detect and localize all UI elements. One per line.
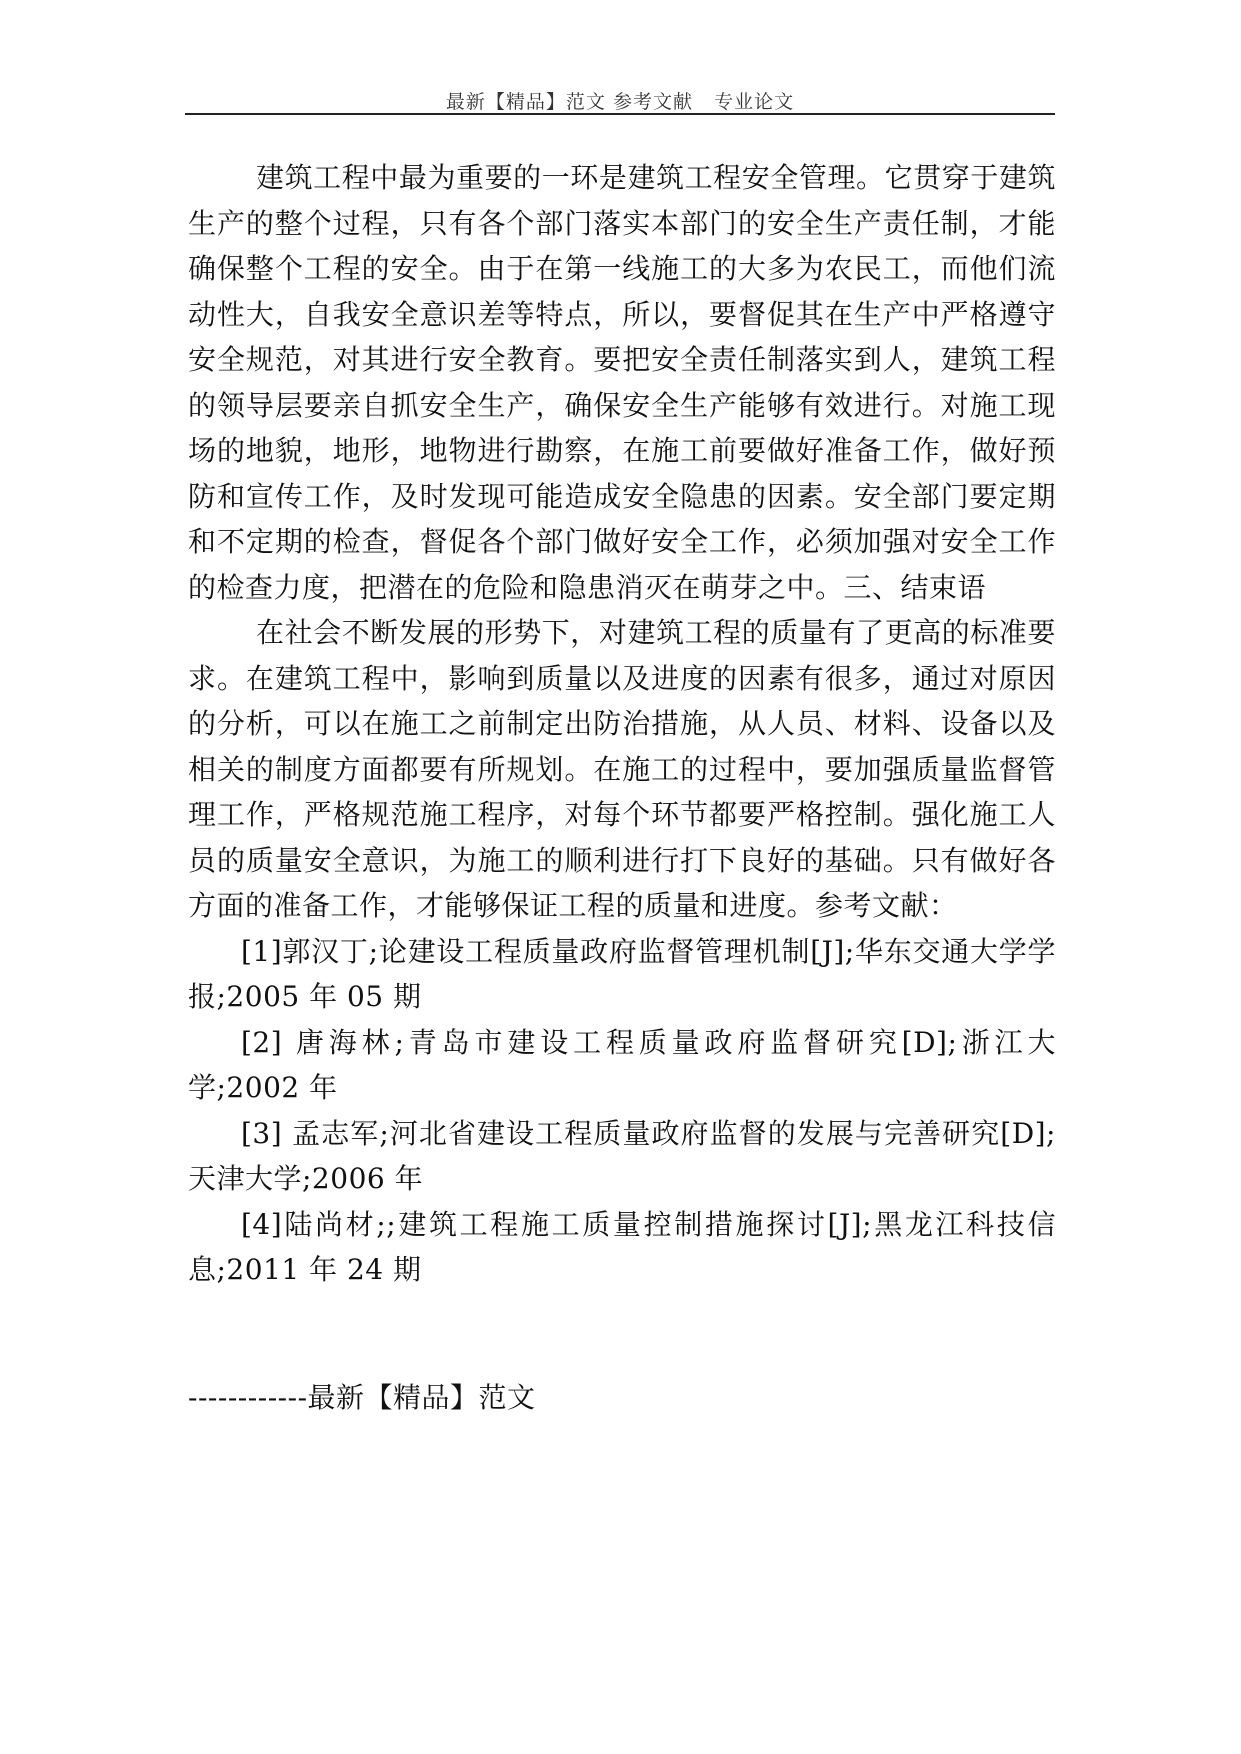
body-paragraph-conclusion: 在社会不断发展的形势下，对建筑工程的质量有了更高的标准要求。在建筑工程中，影响到质量以及进度的因素有很多，通过对原因的分析，可以在施工之前制定出防治措施，从人员、材料、设备以及相关的制度方面都要有所规划。在施工的过程中，要加强质量监督管理工作，严格规范施工程序，对每个环节都要严格控制。强化施工人员的质量安全意识，为施工的顺利进行打下良好的基础。只有做好各方面的准备工作，才能够保证工程的质量和进度。参考文献： bbox=[188, 616, 1056, 922]
reference-item-2: [2] 唐海林;青岛市建设工程质量政府监督研究[D];浙江大学;2002 年 bbox=[188, 1025, 1056, 1104]
reference-item-3: [3] 孟志军;河北省建设工程质量政府监督的发展与完善研究[D];天津大学;2006 年 bbox=[188, 1116, 1056, 1195]
body-paragraph-safety: 建筑工程中最为重要的一环是建筑工程安全管理。它贯穿于建筑生产的整个过程，只有各个部门落实本部门的安全生产责任制，才能确保整个工程的安全。由于在第一线施工的大多为农民工，而他们流动性大，自我安全意识差等特点，所以，要督促其在生产中严格遵守安全规范，对其进行安全教育。要把安全责任制落实到人，建筑工程的领导层要亲自抓安全生产，确保安全生产能够有效进行。对施工现场的地貌，地形，地物进行勘察，在施工前要做好准备工作，做好预防和宣传工作，及时发现可能造成安全隐患的因素。安全部门要定期和不定期的检查，督促各个部门做好安全工作，必须加强对安全工作的检查力度，把潜在的危险和隐患消灭在萌芽之中。三、结束语 bbox=[188, 161, 1056, 604]
header-rule bbox=[185, 113, 1055, 115]
reference-item-4: [4]陆尚材;;建筑工程施工质量控制措施探讨[J];黑龙江科技信息;2011 年 24 期 bbox=[188, 1207, 1056, 1286]
page-footer: ------------最新【精品】范文 bbox=[188, 1381, 536, 1414]
page-header: 最新【精品】范文 参考文献 专业论文 bbox=[445, 91, 795, 113]
document-body bbox=[188, 155, 1056, 1293]
reference-item-1: [1]郭汉丁;论建设工程质量政府监督管理机制[J];华东交通大学学报;2005 年 05 期 bbox=[188, 934, 1056, 1013]
